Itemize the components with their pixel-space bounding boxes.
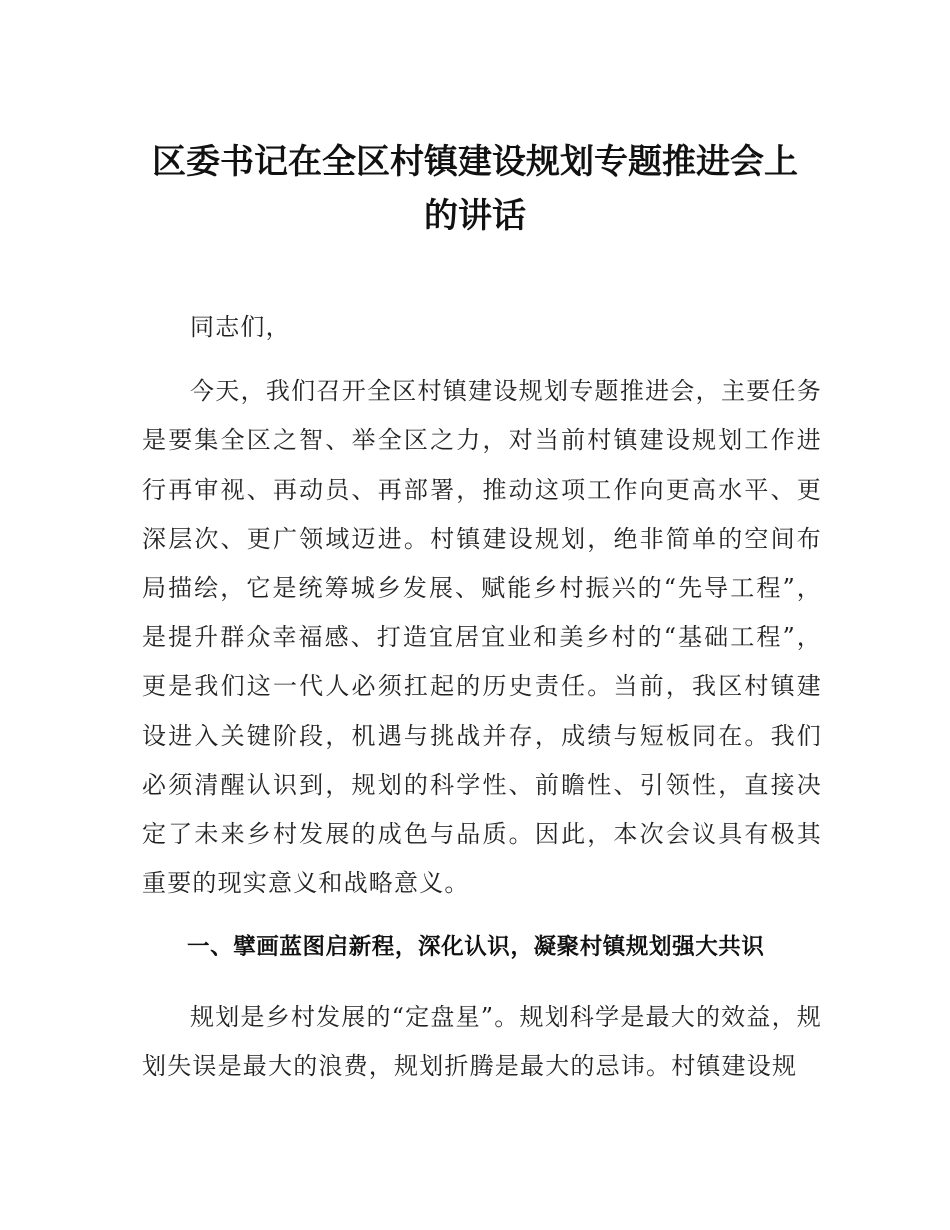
paragraph-intro: 今天，我们召开全区村镇建设规划专题推进会，主要任务是要集全区之智、举全区之力，对当前村镇建设规划工作进行再审视、再动员、再部署，推动这项工作向更高水平、更深层次、更广领域迈进。村镇建设规划，绝非简单的空间布局描绘，它是统筹城乡发展、赋能乡村振兴的“先导工程”，是提升群众幸福感、打造宜居宜业和美乡村的“基础工程”，更是我们这一代人必须扛起的历史责任。当前，我区村镇建设进入关键阶段，机遇与挑战并存，成绩与短板同在。我们必须清醒认识到，规划的科学性、前瞻性、引领性，直接决定了未来乡村发展的成色与品质。因此，本次会议具有极其重要的现实意义和战略意义。 <box>142 377 822 898</box>
title-line-1: 区委书记在全区村镇建设规划专题推进会上 <box>152 141 798 182</box>
section-heading-1: 一、擘画蓝图启新程，深化认识，凝聚村镇规划强大共识 <box>187 934 765 961</box>
document-body <box>142 303 822 1096</box>
paragraph-section-1: 规划是乡村发展的“定盘星”。规划科学是最大的效益，规划失误是最大的浪费，规划折腾是最大的忌讳。村镇建设规 <box>142 1002 822 1080</box>
document-title <box>100 135 850 243</box>
title-line-2: 的讲话 <box>424 195 526 236</box>
greeting: 同志们， <box>190 313 291 341</box>
